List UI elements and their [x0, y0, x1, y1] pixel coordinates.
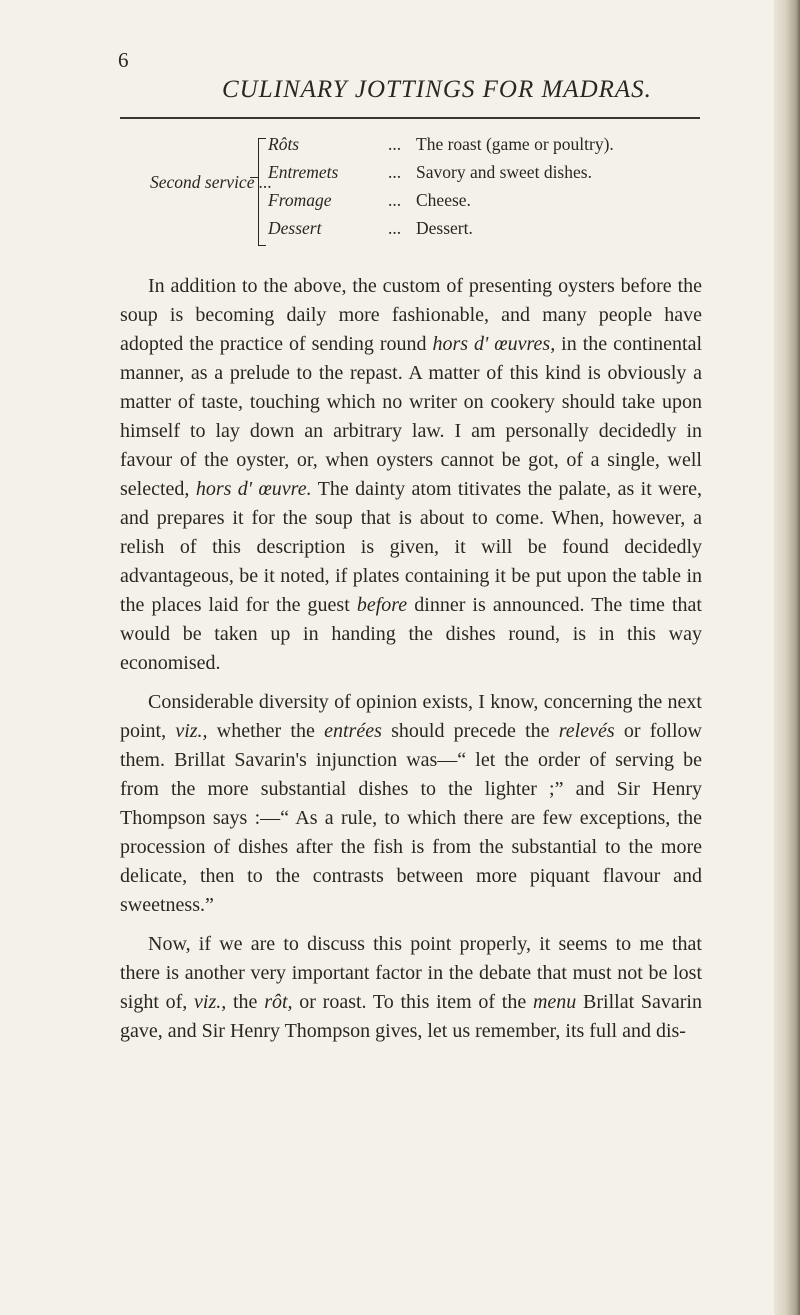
paragraph-2: Considerable diversity of opinion exists, I know, concerning the next point, viz., whether the entrées should precede the relevés or follow them. Brillat Savarin's injunction was—“ let the order of serving be from the more substantial dishes to the lighter ;” and Sir Henry Thompson says :—“ As a rule, to which there are few exceptions, the procession of dishes after the fish is from the substantial to the more delicate, then to the contrasts between more piquant flavour and sweetness.” — [120, 691, 702, 916]
leader-dots: ... — [388, 134, 402, 154]
course-description: Dessert. — [416, 218, 473, 238]
page-number: 6 — [118, 48, 129, 72]
course-description: Savory and sweet dishes. — [416, 162, 592, 182]
leader-dots: ... — [388, 218, 402, 238]
course-name: Rôts — [268, 134, 300, 154]
course-name: Dessert — [268, 218, 322, 238]
paragraph-1: In addition to the above, the custom of presenting oysters before the soup is becoming daily more fashionable, and many people have adopted the practice of sending round hors d' œuvres, in the continental manner, as a prelude to the repast. A matter of this kind is obviously a matter of taste, touching which no writer on cookery should take upon himself to lay down an arbitrary law. I am personally decidedly in favour of the oyster, or, when oysters cannot be got, of a single, well selected, hors d' œuvre. The dainty atom titivates the palate, as it were, and prepares it for the soup that is about to come. When, however, a relish of this description is given, it will be found decidedly advantageous, be it noted, if plates containing it be put upon the table in the places laid for the guest before dinner is announced. The time that would be taken up in handing the dishes round, is in this way economised. — [120, 275, 703, 674]
body-text — [120, 272, 702, 1056]
course-name: Entremets — [268, 162, 339, 182]
course-description: The roast (game or poultry). — [416, 134, 614, 154]
header-rule — [120, 117, 700, 119]
running-head: CULINARY JOTTINGS FOR MADRAS. — [222, 76, 652, 103]
brace-tip — [250, 177, 258, 178]
paragraph-3: Now, if we are to discuss this point properly, it seems to me that there is another very important factor in the debate that must not be lost sight of, viz., the rôt, or roast. To this item of the menu Brillat Savarin gave, and Sir Henry Thompson gives, let us remember, its full and dis- — [120, 933, 702, 1042]
menu-list — [0, 134, 780, 294]
course-description: Cheese. — [416, 190, 471, 210]
leader-dots: ... — [388, 190, 402, 210]
service-label: Second service ... — [150, 172, 272, 192]
leader-dots: ... — [388, 162, 402, 182]
course-name: Fromage — [268, 190, 332, 210]
